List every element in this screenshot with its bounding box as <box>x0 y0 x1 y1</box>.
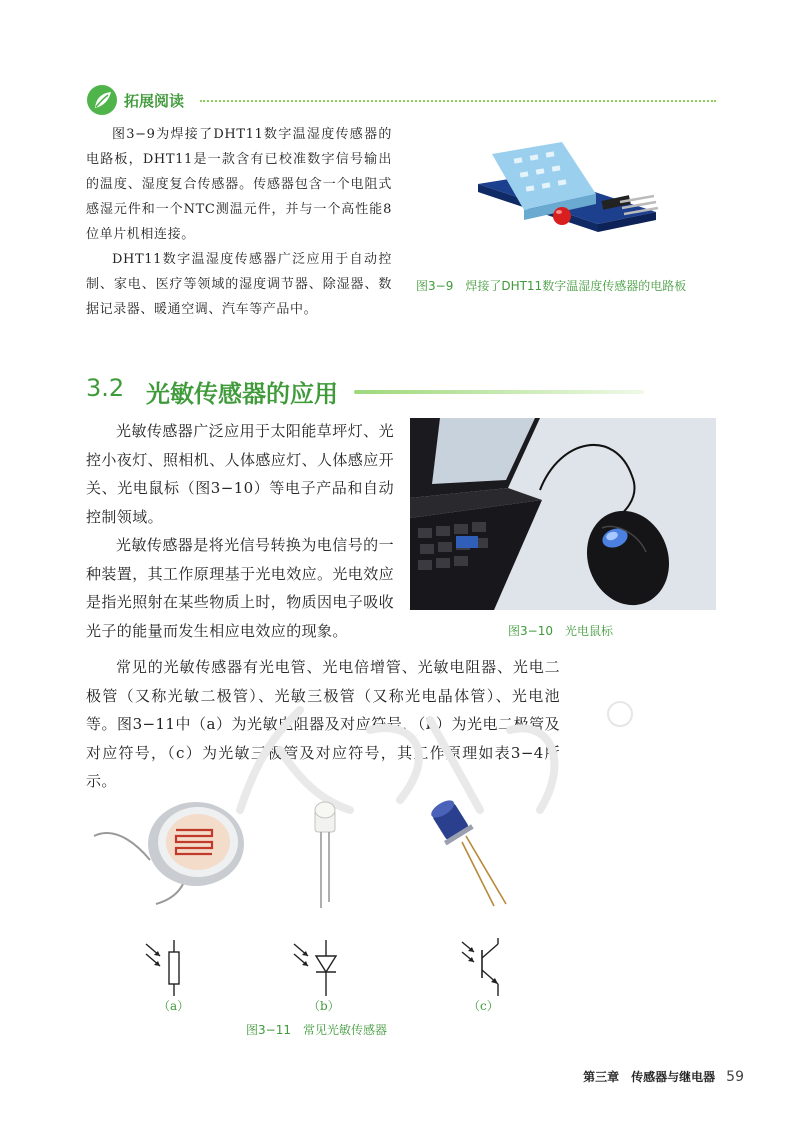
dht11-board-photo <box>470 132 660 262</box>
reading-section-header <box>86 84 716 118</box>
chapter-label: 第三章 传感器与继电器 <box>583 1070 716 1084</box>
reading-paragraph: DHT11数字温湿度传感器广泛应用于自动控制、家电、医疗等领域的湿度调节器、除湿器、数据记录器、暖通空调、汽车等产品中。 <box>86 252 392 317</box>
figure-3-10-caption: 图3−10 光电鼠标 <box>508 624 613 638</box>
body-text-upper <box>86 417 394 645</box>
body-paragraph: 光敏传感器是将光信号转换为电信号的一种装置，其工作原理基于光电效应。光电效应是指光照射在某些物质上时，物质因电子吸收光子的能量而发生相应电效应的现象。 <box>86 536 395 640</box>
reading-paragraph: 图3−9为焊接了DHT11数字温湿度传感器的电路板，DHT11是一款含有已校准数字信号输出的温度、湿度复合传感器。传感器包含一个电阻式感湿元件和一个NTC测温元件，并与一个高性能8位单片机相连接。 <box>86 127 392 242</box>
section-heading <box>86 372 556 408</box>
figure-3-9-caption: 图3−9 焊接了DHT11数字温湿度传感器的电路板 <box>416 279 687 293</box>
photodiode-photo <box>300 792 350 912</box>
photodiode-symbol-icon <box>290 938 350 998</box>
body-paragraph: 常见的光敏传感器有光电管、光电倍增管、光敏电阻器、光电二极管（又称光敏二极管）、光敏三极管（又称光电晶体管）、光电池等。图3−11中（a）为光敏电阻器及对应符号，（b）为光电二极管及对应符号，（c）为光敏三极管及对应符号，其工作原理如表3−4所示。 <box>86 658 560 790</box>
phototransistor-photo <box>422 792 522 910</box>
photoresistor-photo <box>90 796 250 906</box>
page-number: 59 <box>726 1069 744 1085</box>
label-c: （c） <box>468 999 499 1013</box>
reading-text <box>86 122 392 322</box>
optical-mouse-photo <box>410 418 716 610</box>
label-b: （b） <box>308 999 340 1013</box>
section-rule <box>354 390 644 394</box>
section-title: 光敏传感器的应用 <box>146 380 338 408</box>
reading-leaf-icon <box>86 84 118 116</box>
phototransistor-symbol-icon <box>458 936 518 998</box>
body-paragraph: 光敏传感器广泛应用于太阳能草坪灯、光控小夜灯、照相机、人体感应灯、人体感应开关、光电鼠标（图3−10）等电子产品和自动控制领域。 <box>86 422 395 526</box>
figure-3-11-caption: 图3−11 常见光敏传感器 <box>246 1023 387 1037</box>
label-a: （a） <box>158 999 190 1013</box>
photoresistor-symbol-icon <box>140 938 200 998</box>
section-number: 3.2 <box>86 374 125 402</box>
reading-dotted-rule <box>200 100 716 102</box>
reading-title: 拓展阅读 <box>124 92 185 110</box>
page-footer <box>583 1066 744 1086</box>
figure-3-11 <box>0 790 800 1050</box>
